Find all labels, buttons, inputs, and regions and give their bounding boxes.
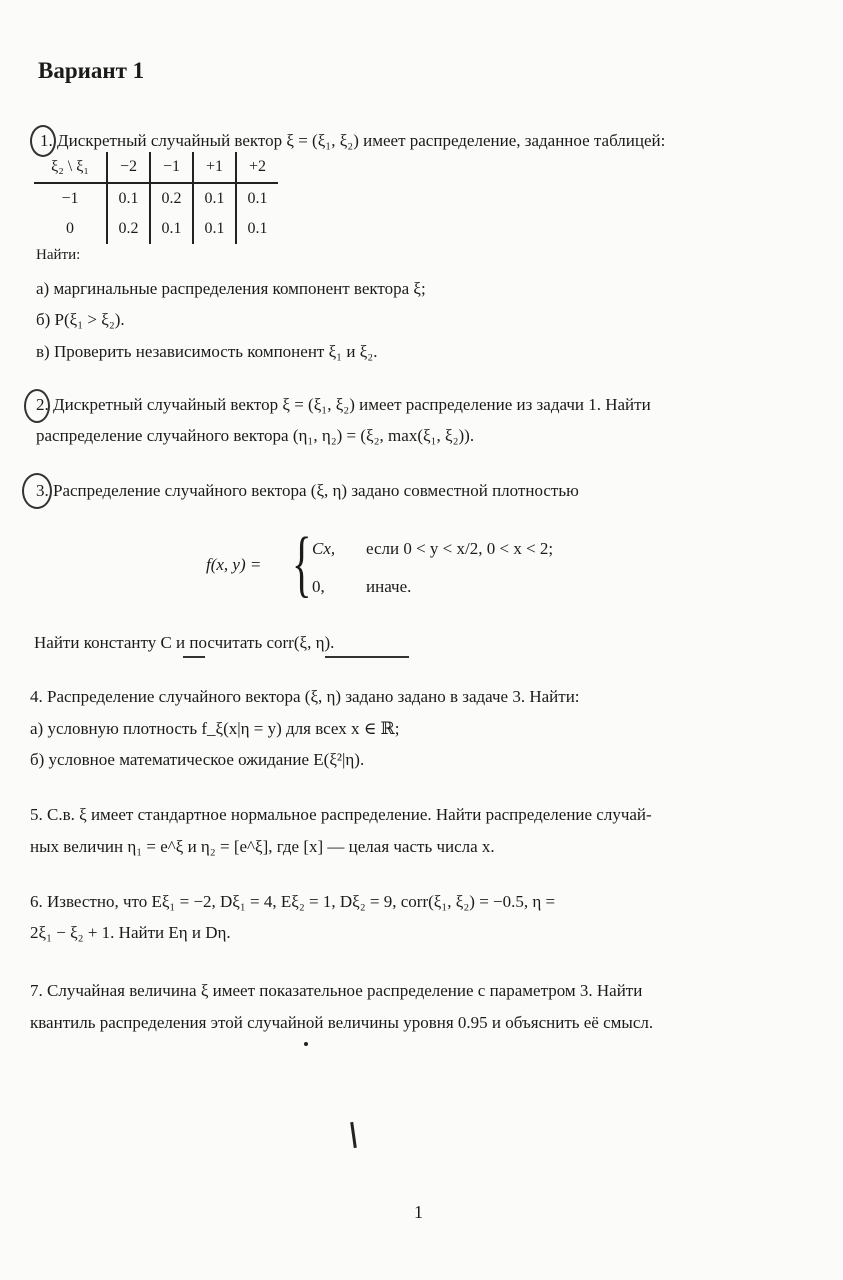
pen-dot-mark [304,1042,308,1046]
problem5-line2: ных величин η₁ = e^ξ и η₂ = [e^ξ], где [x] — целая часть числа x. [30,837,495,856]
density-case1-expr: Cx, [312,539,336,558]
problem2-line2: распределение случайного вектора (η₁, η₂) = (ξ₂, max(ξ₁, ξ₂)). [36,426,475,445]
table-header-cell: +1 [193,152,236,183]
problem7-line1: 7. Случайная величина ξ имеет показательное распределение с параметром 3. Найти [30,981,643,1000]
piecewise-brace: { [292,523,312,605]
page-number: 1 [414,1202,423,1222]
table-header-cell: −1 [150,152,193,183]
table-row [34,183,278,214]
handwritten-circle-mark [22,473,52,509]
find-label: Найти: [36,247,81,263]
problem1-item-a: а) маргинальные распределения компонент вектора ξ; [36,279,426,298]
problem1-item-b: б) P(ξ₁ > ξ₂). [36,310,125,329]
table-cell: 0.1 [150,214,193,244]
table-cell: 0.1 [236,183,278,214]
table-cell: 0.2 [150,183,193,214]
density-lhs: f(x, y) = [206,555,262,574]
problem2-line1: 2. Дискретный случайный вектор ξ = (ξ₁, ξ₂) имеет распределение из задачи 1. Найти [36,395,651,414]
problem6-line2: 2ξ₁ − ξ₂ + 1. Найти Eη и Dη. [30,923,231,942]
problem4-statement: 4. Распределение случайного вектора (ξ, η) задано задано в задаче 3. Найти: [30,687,580,706]
problem1-item-c: в) Проверить независимость компонент ξ₁ и ξ₂. [36,342,378,361]
table-header-cell: ξ₂ \ ξ₁ [34,152,107,183]
handwritten-circle-mark [24,389,50,423]
table-header-row [34,152,278,183]
density-case2-cond: иначе. [366,577,412,596]
table-cell: 0.1 [236,214,278,244]
density-case2-expr: 0, [312,577,325,596]
table-cell: 0.2 [107,214,150,244]
density-case1-cond: если 0 < y < x/2, 0 < x < 2; [366,539,554,558]
table-row [34,214,278,244]
handwritten-underline [183,656,205,658]
problem3-find: Найти константу C и посчитать corr(ξ, η). [34,633,335,652]
distribution-table [34,152,278,244]
table-cell: 0 [66,220,74,237]
problem3-statement: 3. Распределение случайного вектора (ξ, η) задано совместной плотностью [36,481,579,500]
problem5-line1: 5. С.в. ξ имеет стандартное нормальное распределение. Найти распределение случай- [30,805,652,824]
table-cell: −1 [61,190,79,207]
problem7-line2: квантиль распределения этой случайной величины уровня 0.95 и объяснить её смысл. [30,1013,654,1032]
problem4-item-a: а) условную плотность f_ξ(x|η = y) для всех x ∈ ℝ; [30,719,400,738]
table-header-cell: +2 [236,152,278,183]
table-cell: 0.1 [107,183,150,214]
table-cell: 0.1 [193,183,236,214]
table-cell: 0.1 [193,214,236,244]
problem4-item-b: б) условное математическое ожидание E(ξ²|η). [30,750,365,769]
problem1-statement: 1. Дискретный случайный вектор ξ = (ξ₁, ξ₂) имеет распределение, заданное таблицей: [40,131,666,150]
pen-stroke-mark [350,1122,357,1148]
problem6-line1: 6. Известно, что Eξ₁ = −2, Dξ₁ = 4, Eξ₂ = 1, Dξ₂ = 9, corr(ξ₁, ξ₂) = −0.5, η = [30,892,556,911]
handwritten-underline [325,656,409,658]
table-header-cell: −2 [107,152,150,183]
page-title: Вариант 1 [38,58,145,83]
